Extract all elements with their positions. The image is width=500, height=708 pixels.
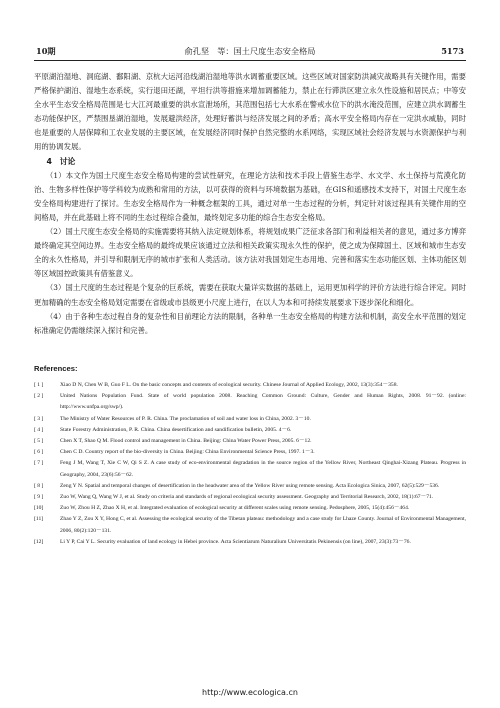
discussion-paragraph-2: （2）国土尺度生态安全格局的实施需要将其纳入法定规划体系，将规划成果广泛征求各部门和利益相关者的意见，通过多方博弈最终确定其空间边界。生态安全格局的最终成果应该通过立法和相关政策实现永久性的保护，使之成为保障国土、区域和城市生态安全的永久性格局，并引导和限制无序的城市扩张和人类活动。该方法对我国划定生态用地、完善和落实生态功能区划、主体功能区划等区域国控政策具有借鉴意义。 (34, 227, 466, 279)
references-heading: References: (34, 364, 78, 373)
reference-list (34, 380, 466, 548)
reference-item (34, 492, 466, 503)
reference-text: Chen X T, Shao Q M. Flood control and management in China. Beijing: China Water Power Press, 2005. 6－12. (60, 438, 312, 445)
reference-number: [11] (34, 516, 44, 523)
running-header (34, 46, 466, 61)
section-heading: 4 讨论 (46, 156, 76, 166)
reference-number: [ 3 ] (34, 415, 44, 422)
reference-item (34, 425, 466, 436)
reference-number: [ 7 ] (34, 460, 44, 467)
page-number: 5173 (441, 46, 464, 56)
discussion-paragraph-1: （1）本文作为国土尺度生态安全格局构建的尝试性研究，在理论方法和技术手段上借鉴生态学、水文学、水土保持与荒漠化防治、生物多样性保护等学科较为成熟和常用的方法，以可获得的资料与环境数据为基础，在GIS和遥感技术支持下，对国土尺度生态安全格局构建进行了探讨。生态安全格局作为一种概念框架的工具，通过对单一生态过程的分析，判定针对该过程具有关键作用的空间格局，并在此基础上将不同的生态过程综合叠加，最终划定多功能的综合生态安全格局。 (34, 170, 466, 222)
reference-text: Xiao D N, Chen W B, Guo F L. On the basic concepts and contents of ecological security. Chinese Journal of Applied Ecology, 2002, 13(3):354－358. (60, 382, 398, 388)
reference-item (34, 391, 466, 413)
article-body (34, 70, 466, 338)
reference-text: State Forestry Administration, P. R. China. China desertification and sandification bulletin, 2005. 4－6. (60, 426, 292, 433)
running-title: 俞孔坚 等：国土尺度生态安全格局 (184, 46, 316, 56)
reference-number: [12] (34, 538, 44, 545)
reference-text: Li Y P, Cai Y L. Security evaluation of land ecology in Hebei province. Acta Scientiarum Naturalium Universitatis Pekinensis (on line), 2007, 23(3):73－76. (60, 538, 411, 545)
reference-number: [10] (34, 505, 44, 512)
reference-text: Zuo W, Zhou H Z, Zhao X H, et al. Integrated evaluation of ecological security at different scales using remote sensing. Pedosphere, 2005, 15(4):456－464. (60, 505, 410, 512)
footer-url[interactable]: http://www.ecologica.cn (202, 688, 298, 697)
reference-item (34, 514, 466, 536)
reference-item (34, 380, 466, 391)
reference-item (34, 481, 466, 492)
reference-number: [ 1 ] (34, 382, 44, 388)
reference-text: Chen C D. Country report of the bio-diversity in China. Beijing: China Environmental Science Press, 1997. 1－3. (60, 449, 315, 456)
reference-number: [ 2 ] (34, 393, 44, 400)
reference-item (34, 414, 466, 425)
issue-number: 10期 (36, 46, 56, 56)
reference-item (34, 537, 466, 548)
reference-number: [ 5 ] (34, 438, 44, 445)
reference-item (34, 503, 466, 514)
reference-item (34, 458, 466, 480)
reference-text: United Nations Population Fund. State of world population 2008. Reaching Common Ground: Culture, Gender and Human Rights, 2008. 91－92. (online: http://www.unfpa.org/swp/). (60, 393, 466, 411)
discussion-paragraph-3: （3）国土尺度的生态过程是个复杂的巨系统，需要在获取大量详实数据的基础上，运用更加科学的评价方法进行综合评定。同时更加精确的生态安全格局划定需要在省级或市县级更小尺度上进行，在以人为本和可持续发展要求下逐步深化和细化。 (34, 283, 466, 307)
reference-number: [ 8 ] (34, 482, 44, 489)
reference-text: Feng J M, Wang T, Xie C W, Qi S Z. A case study of eco-environmental degradation in the source region of the Yellow River, Northeast Qinghai-Xizang Plateau. Progress in Geography, 2004, 23(6):56－62. (60, 460, 466, 478)
discussion-paragraph-4: （4）由于各种生态过程自身的复杂性和目前理论方法的限制，各种单一生态安全格局的构建方法和机制，高安全水平范围的划定标准确定仍需继续深入探讨和完善。 (34, 311, 466, 335)
reference-text: Zuo W, Wang Q, Wang W J, et al. Study on criteria and standards of regional ecological security assessment. Geography and Territorial Research, 2002, 18(1):67－71. (60, 494, 434, 501)
intro-paragraph: 平原湖泊湿地、洞庭湖、鄱阳湖、京杭大运河沿线湖泊湿地等洪水调蓄重要区域。这些区域对国家防洪减灾战略具有关键作用，需要严格保护湖泊、湿地生态系统，实行退田还湖，平坦行洪等措施来增加调蓄能力，禁止在行滞洪区建立永久性设施和居民点；中等安全水平生态安全格局范围是七大江河最重要的洪水宣泄场所，其范围包括七大水系在警戒水位下的洪水淹没范围，应建立洪水调蓄生态功能保护区，严禁围垦湖泊湿地，发展避洪经济，处理好蓄洪与经济发展之间的矛盾；高水平安全格局内存在一定洪水威胁，同时也是重要的人居保障和工农业发展的主要区域，在发展经济同时保护自然完整的水系网络，实现区域社会经济发展与水资源保护与利用的协调发展。 (34, 72, 466, 152)
reference-text: Zeng Y N. Spatial and temporal changes of desertification in the headwater area of the Yellow River using remote sensing. Acta Ecologica Sinica, 2007, 62(5):529－536. (60, 482, 440, 489)
reference-number: [ 4 ] (34, 426, 44, 433)
reference-item (34, 436, 466, 447)
reference-text: Zhao Y Z, Zou X Y, Hong C, et al. Assessing the ecological security of the Tibetan plateau: methodology and a case study for Lhaze County. Journal of Environmental Management, 2006, 80(2):120－131. (60, 516, 466, 534)
reference-number: [ 6 ] (34, 449, 44, 456)
reference-text: The Ministry of Water Resources of P. R. China. The proclamation of soil and water loss in China, 2002. 3－10. (60, 415, 311, 422)
reference-number: [ 9 ] (34, 494, 44, 501)
reference-item (34, 447, 466, 458)
